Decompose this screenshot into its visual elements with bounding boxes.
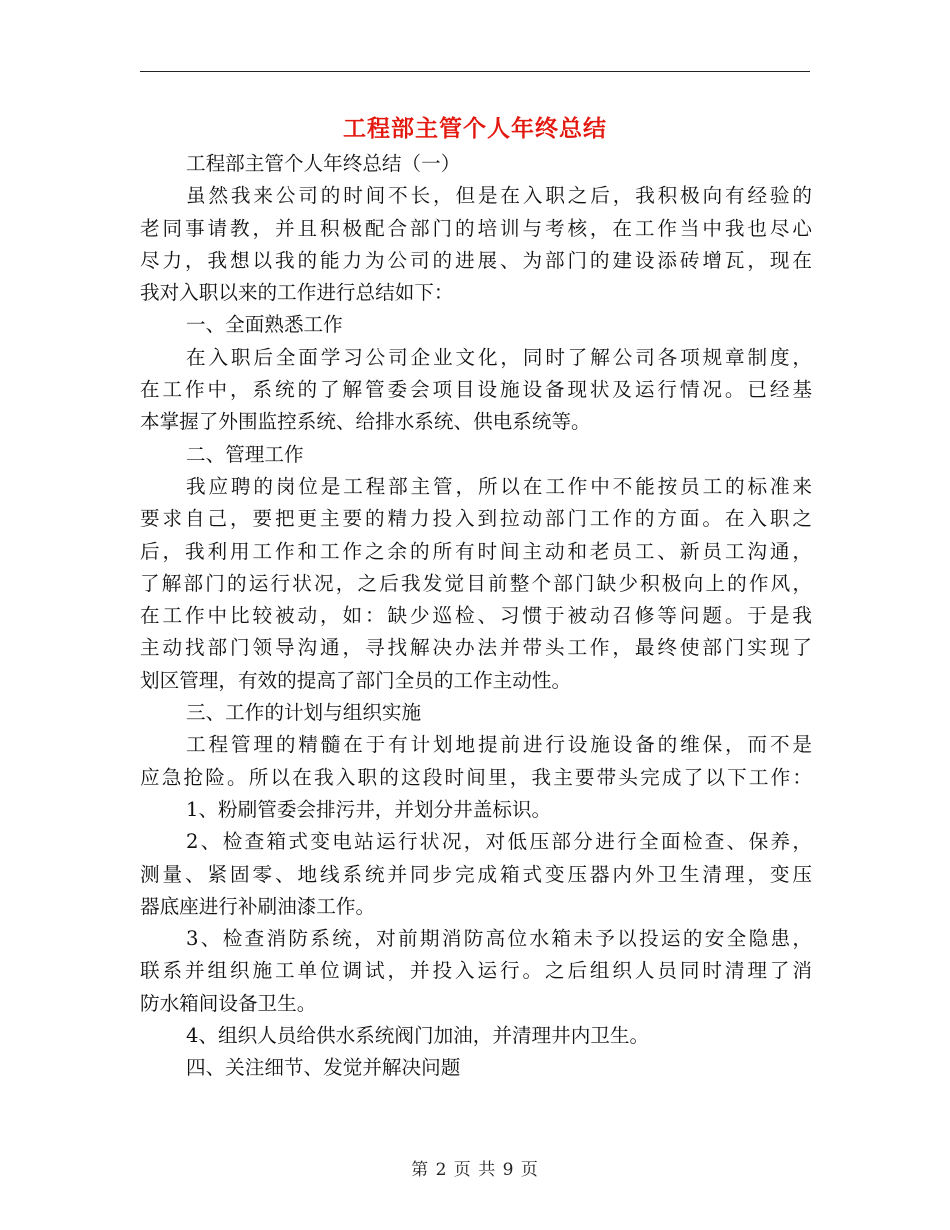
text-line: 在工作中，系统的了解管委会项目设施设备现状及运行情况。已经基	[140, 378, 812, 402]
text-line: 三、工作的计划与组织实施	[186, 701, 422, 725]
text-line: 后，我利用工作和工作之余的所有时间主动和老员工、新员工沟通，	[140, 539, 812, 563]
header-rule	[140, 71, 810, 72]
text-line: 一、全面熟悉工作	[186, 313, 343, 337]
text-line: 主动找部门领导沟通，寻找解决办法并带头工作，最终使部门实现了	[140, 636, 812, 660]
text-line: 测量、紧固零、地线系统并同步完成箱式变压器内外卫生清理，变压	[140, 862, 812, 886]
text-line: 本掌握了外围监控系统、给排水系统、供电系统等。	[140, 410, 591, 434]
document-body	[140, 148, 812, 1085]
text-line: 了解部门的运行状况，之后我发觉目前整个部门缺少积极向上的作风，	[140, 571, 812, 595]
text-line: 应急抢险。所以在我入职的这段时间里，我主要带头完成了以下工作：	[140, 765, 812, 789]
page-number-footer: 第 2 页 共 9 页	[411, 1160, 539, 1180]
text-line: 防水箱间设备卫生。	[140, 991, 317, 1015]
text-line: 工程管理的精髓在于有计划地提前进行设施设备的维保，而不是	[186, 733, 812, 757]
text-line: 我应聘的岗位是工程部主管，所以在工作中不能按员工的标准来	[186, 474, 812, 498]
text-line: 1、粉刷管委会排污井，并划分井盖标识。	[186, 797, 552, 821]
text-line: 器底座进行补刷油漆工作。	[140, 894, 376, 918]
text-line: 虽然我来公司的时间不长，但是在入职之后，我积极向有经验的	[186, 184, 812, 208]
text-line: 老同事请教，并且积极配合部门的培训与考核，在工作当中我也尽心	[140, 216, 812, 240]
text-line: 联系并组织施工单位调试，并投入运行。之后组织人员同时清理了消	[140, 959, 812, 983]
text-line: 2、检查箱式变电站运行状况，对低压部分进行全面检查、保养，	[186, 830, 812, 854]
document-title: 工程部主管个人年终总结	[343, 115, 607, 142]
text-line: 二、管理工作	[186, 442, 304, 466]
text-line: 要求自己，要把更主要的精力投入到拉动部门工作的方面。在入职之	[140, 507, 812, 531]
text-line: 在工作中比较被动，如：缺少巡检、习惯于被动召修等问题。于是我	[140, 604, 812, 628]
text-line: 工程部主管个人年终总结（一）	[186, 152, 461, 175]
text-line: 划区管理，有效的提高了部门全员的工作主动性。	[140, 668, 572, 692]
text-line: 在入职后全面学习公司企业文化，同时了解公司各项规章制度，	[186, 345, 812, 369]
text-line: 尽力，我想以我的能力为公司的进展、为部门的建设添砖增瓦，现在	[140, 248, 812, 272]
text-line: 3、检查消防系统，对前期消防高位水箱未予以投运的安全隐患，	[186, 927, 812, 951]
text-line: 4、组织人员给供水系统阀门加油，并清理井内卫生。	[186, 1024, 650, 1048]
text-line: 四、关注细节、发觉并解决问题	[186, 1056, 461, 1080]
text-line: 我对入职以来的工作进行总结如下：	[140, 281, 454, 305]
